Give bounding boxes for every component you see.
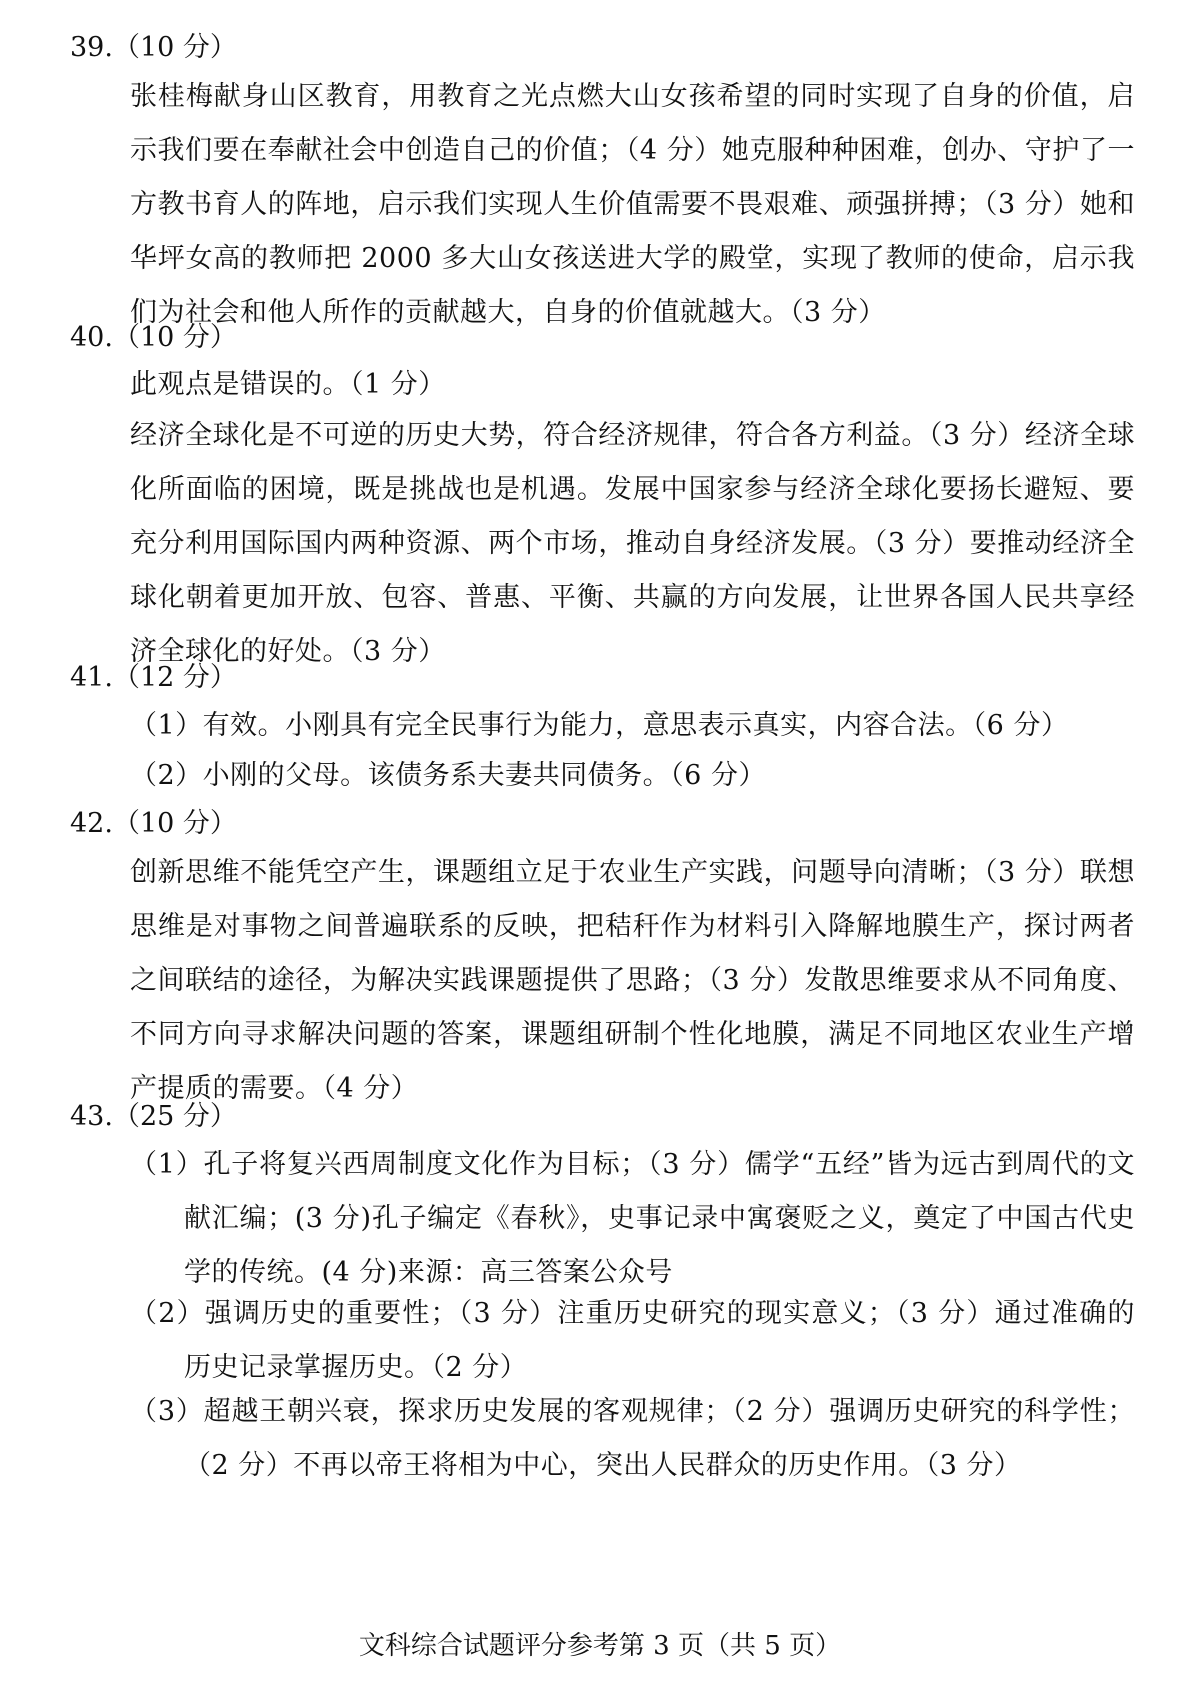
question-41-heading: 41.（12 分） — [70, 662, 237, 693]
question-39-heading: 39.（10 分） — [70, 32, 237, 63]
question-41-item-1: （1）有效。小刚具有完全民事行为能力，意思表示真实，内容合法。（6 分） — [130, 710, 1069, 741]
question-40-heading: 40.（10 分） — [70, 322, 237, 353]
page-footer: 文科综合试题评分参考第 3 页（共 5 页） — [358, 1631, 842, 1661]
question-42-heading: 42.（10 分） — [70, 808, 237, 839]
question-43-item-2: （2）强调历史的重要性；（3 分）注重历史研究的现实意义；（3 分）通过准确的历史记录掌握历史。（2 分） — [130, 1298, 1135, 1383]
question-40-verdict: 此观点是错误的。（1 分） — [130, 369, 446, 400]
question-41-item-2: （2）小刚的父母。该债务系夫妻共同债务。（6 分） — [130, 760, 766, 791]
question-43-heading: 43.（25 分） — [70, 1101, 237, 1132]
question-43-item-1: （1）孔子将复兴西周制度文化作为目标；（3 分）儒学“五经”皆为远古到周代的文献汇编；(3 分)孔子编定《春秋》，史事记录中寓褒贬之义，奠定了中国古代史学的传统。(4 分)来源：高三答案公众号 — [130, 1149, 1135, 1288]
question-42-answer: 创新思维不能凭空产生，课题组立足于农业生产实践，问题导向清晰；（3 分）联想思维是对事物之间普遍联系的反映，把秸秆作为材料引入降解地膜生产，探讨两者之间联结的途径，为解决实践课题提供了思路；（3 分）发散思维要求从不同角度、不同方向寻求解决问题的答案，课题组研制个性化地膜，满足不同地区农业生产增产提质的需要。（4 分） — [130, 857, 1135, 1104]
question-39-answer: 张桂梅献身山区教育，用教育之光点燃大山女孩希望的同时实现了自身的价值，启示我们要在奉献社会中创造自己的价值；（4 分）她克服种种困难，创办、守护了一方教书育人的阵地，启示我们实现人生价值需要不畏艰难、顽强拼搏；（3 分）她和华坪女高的教师把 2000 多大山女孩送进大学的殿堂，实现了教师的使命，启示我们为社会和他人所作的贡献越大，自身的价值就越大。（3 分） — [130, 81, 1135, 328]
question-43-item-3: （3）超越王朝兴衰，探求历史发展的客观规律；（2 分）强调历史研究的科学性；（2 分）不再以帝王将相为中心，突出人民群众的历史作用。（3 分） — [130, 1396, 1135, 1481]
question-40-answer: 经济全球化是不可逆的历史大势，符合经济规律，符合各方利益。（3 分）经济全球化所面临的困境，既是挑战也是机遇。发展中国家参与经济全球化要扬长避短、要充分利用国际国内两种资源、两个市场，推动自身经济发展。（3 分）要推动经济全球化朝着更加开放、包容、普惠、平衡、共赢的方向发展，让世界各国人民共享经济全球化的好处。（3 分） — [130, 420, 1135, 667]
